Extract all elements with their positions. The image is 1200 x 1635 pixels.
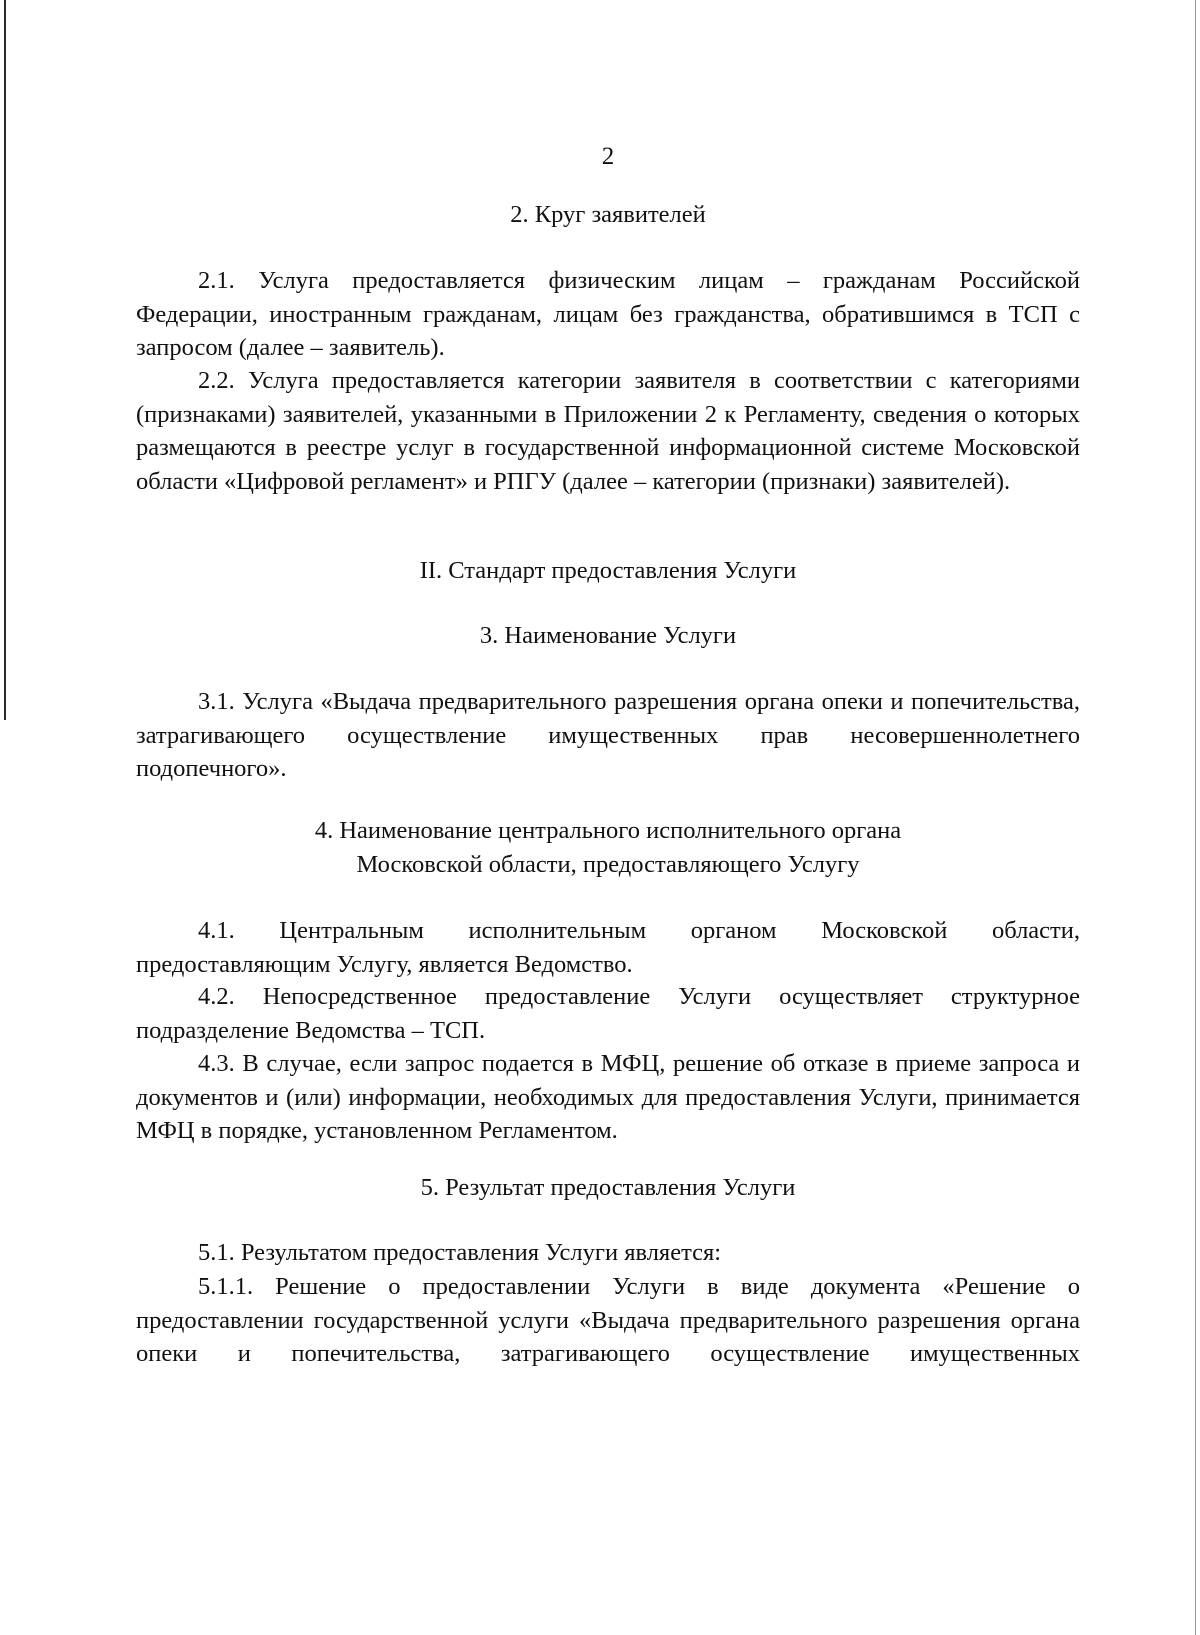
- page-number: 2: [601, 143, 615, 170]
- section-2-heading: 2. Круг заявителей: [510, 201, 706, 228]
- paragraph-5-1: 5.1. Результатом предоставления Услуги является:: [198, 1239, 722, 1266]
- paragraph-3-1: 3.1. Услуга «Выдача предварительного разрешения органа опеки и попечительства, затрагивающего осуществление имущественных прав несовершеннолетнего подопечного».: [136, 688, 1080, 783]
- section-4-heading-line-1: 4. Наименование центрального исполнительного органа: [314, 817, 902, 844]
- paragraph-2-1: 2.1. Услуга предоставляется физическим лицам – гражданам Российской Федерации, иностранным гражданам, лицам без гражданства, обратившимся в ТСП с запросом (далее – заявитель).: [136, 267, 1080, 362]
- paragraph-2-2: 2.2. Услуга предоставляется категории заявителя в соответствии с категориями (признаками) заявителей, указанными в Приложении 2 к Регламенту, сведения о которых размещаются в реестре услуг в государственной информационной системе Московской области «Цифровой регламент» и РПГУ (далее – категории (признаки) заявителей).: [136, 367, 1080, 495]
- section-5-heading: 5. Результат предоставления Услуги: [420, 1174, 796, 1201]
- paragraph-4-3: 4.3. В случае, если запрос подается в МФЦ, решение об отказе в приеме запроса и документов и (или) информации, необходимых для предоставления Услуги, принимается МФЦ в порядке, установленном Регламентом.: [136, 1050, 1080, 1145]
- scan-edge-right: [1195, 0, 1196, 1635]
- paragraph-4-1: 4.1. Центральным исполнительным органом Московской области, предоставляющим Услугу, является Ведомство.: [136, 917, 1080, 978]
- paragraph-5-1-1: 5.1.1. Решение о предоставлении Услуги в виде документа «Решение о предоставлении государственной услуги «Выдача предварительного разрешения органа опеки и попечительства, затрагивающего осуществление имущественных: [136, 1273, 1080, 1368]
- section-3-heading: 3. Наименование Услуги: [479, 622, 737, 649]
- paragraph-4-2: 4.2. Непосредственное предоставление Услуги осуществляет структурное подразделение Ведомства – ТСП.: [136, 983, 1080, 1044]
- section-4-heading-line-2: Московской области, предоставляющего Услугу: [356, 850, 860, 878]
- scan-edge-left: [4, 0, 6, 720]
- section-4-heading: [136, 814, 1080, 881]
- part-ii-heading: II. Стандарт предоставления Услуги: [419, 557, 797, 584]
